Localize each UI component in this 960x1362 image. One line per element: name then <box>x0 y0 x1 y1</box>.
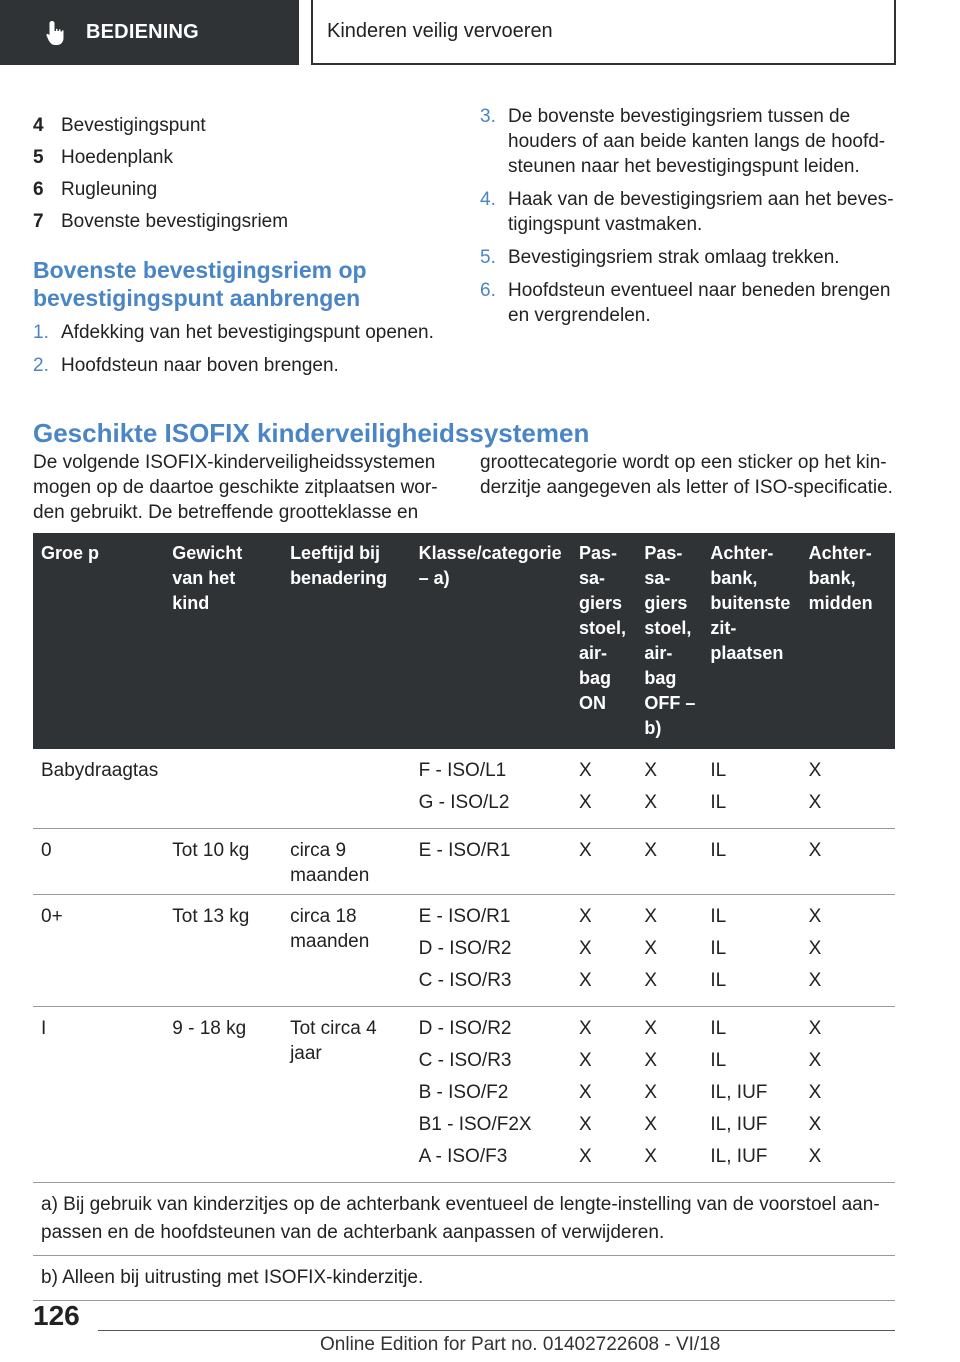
step-text: Hoofdsteun naar boven brengen. <box>61 355 339 376</box>
legend-number: 5 <box>33 147 44 168</box>
header-rear-middle: Achterbank, midden <box>801 533 895 749</box>
legend-label: Hoedenplank <box>61 147 173 168</box>
rear-outer-value: IL, IUF <box>710 1114 768 1135</box>
rear-outer-value: IL <box>710 760 727 781</box>
cell-group: I <box>33 1007 164 1183</box>
rear-outer-value: IL, IUF <box>710 1146 768 1167</box>
rear-middle-value: X <box>808 906 822 927</box>
header-weight: Gewicht van het kind <box>164 533 282 749</box>
step-item <box>33 353 443 378</box>
rear-middle-value: X <box>808 1082 822 1103</box>
cell-rear-outer <box>702 829 800 895</box>
class-value: C - ISO/R3 <box>418 970 512 991</box>
airbag-on-value: X <box>579 970 592 991</box>
intro-text-left: De volgende ISOFIX-kinderveiligheidssystemen mogen op de daartoe geschikte zitplaatsen worden gebruikt. De betreffende grootteklasse en <box>33 452 438 523</box>
section-tab <box>0 0 299 65</box>
footer-divider <box>98 1330 895 1331</box>
cell-airbag-on <box>571 749 636 829</box>
page-header <box>0 0 960 66</box>
rear-outer-value: IL <box>710 1018 727 1039</box>
legend-label: Bovenste bevestigingsriem <box>61 211 289 232</box>
legend-label: Bevestigingspunt <box>61 115 206 136</box>
cell-weight: 9 - 18 kg <box>164 1007 282 1183</box>
step-number: 4. <box>480 189 496 210</box>
cell-airbag-on <box>571 829 636 895</box>
class-value: E - ISO/R1 <box>418 840 511 861</box>
header-group: Groe p <box>33 533 164 749</box>
class-value: D - ISO/R2 <box>418 1018 512 1039</box>
header-rear-outer: Achterbank, buitenste zitplaatsen <box>702 533 800 749</box>
cell-class <box>411 895 571 1007</box>
cell-group: 0+ <box>33 895 164 1007</box>
legend-item <box>33 174 443 206</box>
footnote-row <box>33 1256 895 1301</box>
rear-outer-value: IL, IUF <box>710 1082 768 1103</box>
cell-airbag-off <box>636 895 702 1007</box>
airbag-off-value: X <box>644 792 658 813</box>
airbag-off-value: X <box>644 970 658 991</box>
step-text: Afdekking van het bevestigingspunt openen. <box>61 322 434 343</box>
rear-middle-value: X <box>808 760 822 781</box>
intro-text-right: groottecategorie wordt op een sticker op het kinderzitje aangegeven als letter of ISO-specificatie. <box>480 452 893 498</box>
rear-middle-value: X <box>808 1146 822 1167</box>
legend-number: 4 <box>33 115 44 136</box>
airbag-on-value: X <box>579 938 592 959</box>
footnote-row <box>33 1183 895 1256</box>
class-value: B - ISO/F2 <box>418 1082 509 1103</box>
step-text: Haak van de bevestigingsriem aan het bevestigingspunt vastmaken. <box>508 189 894 235</box>
rear-middle-value: X <box>808 1018 822 1039</box>
hand-pointer-icon <box>44 19 72 47</box>
cell-rear-middle <box>801 1007 895 1183</box>
cell-airbag-off <box>636 749 702 829</box>
footnote-a: a) Bij gebruik van kinderzitjes op de achterbank eventueel de lengte-instelling van de voorstoel aanpassen en de hoofdsteunen van de achterbank aanpassen of verwijderen. <box>33 1183 895 1256</box>
table-row <box>33 1007 895 1183</box>
cell-rear-middle <box>801 749 895 829</box>
step-text: Bevestigingsriem strak omlaag trekken. <box>508 247 840 268</box>
step-item <box>33 320 443 345</box>
cell-rear-outer <box>702 895 800 1007</box>
header-airbag-on: Passagiers stoel, airbag ON <box>571 533 636 749</box>
airbag-off-value: X <box>644 1114 658 1135</box>
table-header-row <box>33 533 895 749</box>
isofix-table <box>33 533 895 1301</box>
section-heading: Bovenste bevestigingsriem op bevestigingspunt aanbrengen <box>33 257 367 311</box>
rear-middle-value: X <box>808 938 822 959</box>
rear-outer-value: IL <box>710 938 727 959</box>
right-column <box>480 104 900 336</box>
airbag-off-value: X <box>644 760 658 781</box>
cell-class <box>411 1007 571 1183</box>
header-airbag-off: Passagiers stoel, airbag OFF – b) <box>636 533 702 749</box>
rear-middle-value: X <box>808 792 822 813</box>
rear-outer-value: IL <box>710 792 727 813</box>
step-number: 6. <box>480 280 496 301</box>
airbag-on-value: X <box>579 760 592 781</box>
cell-group: Babydraagtas <box>33 749 164 829</box>
rear-outer-value: IL <box>710 906 727 927</box>
airbag-off-value: X <box>644 1082 658 1103</box>
cell-age <box>282 749 411 829</box>
legend-item <box>33 110 443 142</box>
airbag-off-value: X <box>644 906 658 927</box>
table-row <box>33 829 895 895</box>
legend-label: Rugleuning <box>61 179 158 200</box>
cell-weight <box>164 749 282 829</box>
section-label: BEDIENING <box>86 21 199 43</box>
step-text: De bovenste bevestigingsriem tussen de houders of aan beide kanten langs de hoofdsteunen naar het bevestigingspunt leiden. <box>508 106 886 177</box>
cell-airbag-off <box>636 829 702 895</box>
cell-age: circa 18 maanden <box>282 895 411 1007</box>
step-item <box>480 104 900 179</box>
legend-number: 6 <box>33 179 44 200</box>
step-item <box>480 245 900 270</box>
step-item <box>480 187 900 237</box>
airbag-on-value: X <box>579 1018 592 1039</box>
class-value: C - ISO/R3 <box>418 1050 512 1071</box>
rear-outer-value: IL <box>710 970 727 991</box>
cell-airbag-on <box>571 895 636 1007</box>
legend-number: 7 <box>33 211 44 232</box>
rear-middle-value: X <box>808 1114 822 1135</box>
left-column <box>33 110 443 386</box>
cell-age: circa 9 maanden <box>282 829 411 895</box>
rear-outer-value: IL <box>710 840 727 861</box>
class-value: D - ISO/R2 <box>418 938 512 959</box>
cell-airbag-on <box>571 1007 636 1183</box>
class-value: F - ISO/L1 <box>418 760 507 781</box>
legend-item <box>33 206 443 238</box>
step-number: 1. <box>33 322 49 343</box>
rear-middle-value: X <box>808 840 822 861</box>
cell-group: 0 <box>33 829 164 895</box>
cell-rear-outer <box>702 749 800 829</box>
cell-weight: Tot 13 kg <box>164 895 282 1007</box>
cell-class <box>411 749 571 829</box>
chapter-box <box>311 0 896 65</box>
airbag-off-value: X <box>644 1146 658 1167</box>
chapter-title: Kinderen veilig vervoeren <box>327 20 553 42</box>
rear-outer-value: IL <box>710 1050 727 1071</box>
airbag-on-value: X <box>579 1114 592 1135</box>
airbag-on-value: X <box>579 1050 592 1071</box>
class-value: B1 - ISO/F2X <box>418 1114 532 1135</box>
cell-class <box>411 829 571 895</box>
airbag-on-value: X <box>579 792 592 813</box>
class-value: A - ISO/F3 <box>418 1146 508 1167</box>
airbag-off-value: X <box>644 840 658 861</box>
table-row <box>33 895 895 1007</box>
cell-weight: Tot 10 kg <box>164 829 282 895</box>
airbag-on-value: X <box>579 840 592 861</box>
footnote-b: b) Alleen bij uitrusting met ISOFIX-kinderzitje. <box>33 1256 895 1301</box>
page-number: 126 <box>33 1300 80 1331</box>
airbag-off-value: X <box>644 938 658 959</box>
step-number: 5. <box>480 247 496 268</box>
cell-rear-middle <box>801 829 895 895</box>
header-class: Klasse/categorie – a) <box>411 533 571 749</box>
step-number: 3. <box>480 106 496 127</box>
step-text: Hoofdsteun eventueel naar beneden brengen en vergrendelen. <box>508 280 891 326</box>
cell-rear-outer <box>702 1007 800 1183</box>
airbag-on-value: X <box>579 1146 592 1167</box>
edition-text: Online Edition for Part no. 01402722608 - VI/18 <box>320 1334 721 1355</box>
main-heading: Geschikte ISOFIX kinderveiligheidssystemen <box>33 418 590 448</box>
table-row <box>33 749 895 829</box>
class-value: G - ISO/L2 <box>418 792 510 813</box>
legend-item <box>33 142 443 174</box>
class-value: E - ISO/R1 <box>418 906 511 927</box>
airbag-off-value: X <box>644 1050 658 1071</box>
step-number: 2. <box>33 355 49 376</box>
airbag-on-value: X <box>579 1082 592 1103</box>
step-item <box>480 278 900 328</box>
cell-airbag-off <box>636 1007 702 1183</box>
airbag-on-value: X <box>579 906 592 927</box>
airbag-off-value: X <box>644 1018 658 1039</box>
rear-middle-value: X <box>808 970 822 991</box>
header-age: Leeftijd bij benadering <box>282 533 411 749</box>
rear-middle-value: X <box>808 1050 822 1071</box>
cell-age: Tot circa 4 jaar <box>282 1007 411 1183</box>
cell-rear-middle <box>801 895 895 1007</box>
